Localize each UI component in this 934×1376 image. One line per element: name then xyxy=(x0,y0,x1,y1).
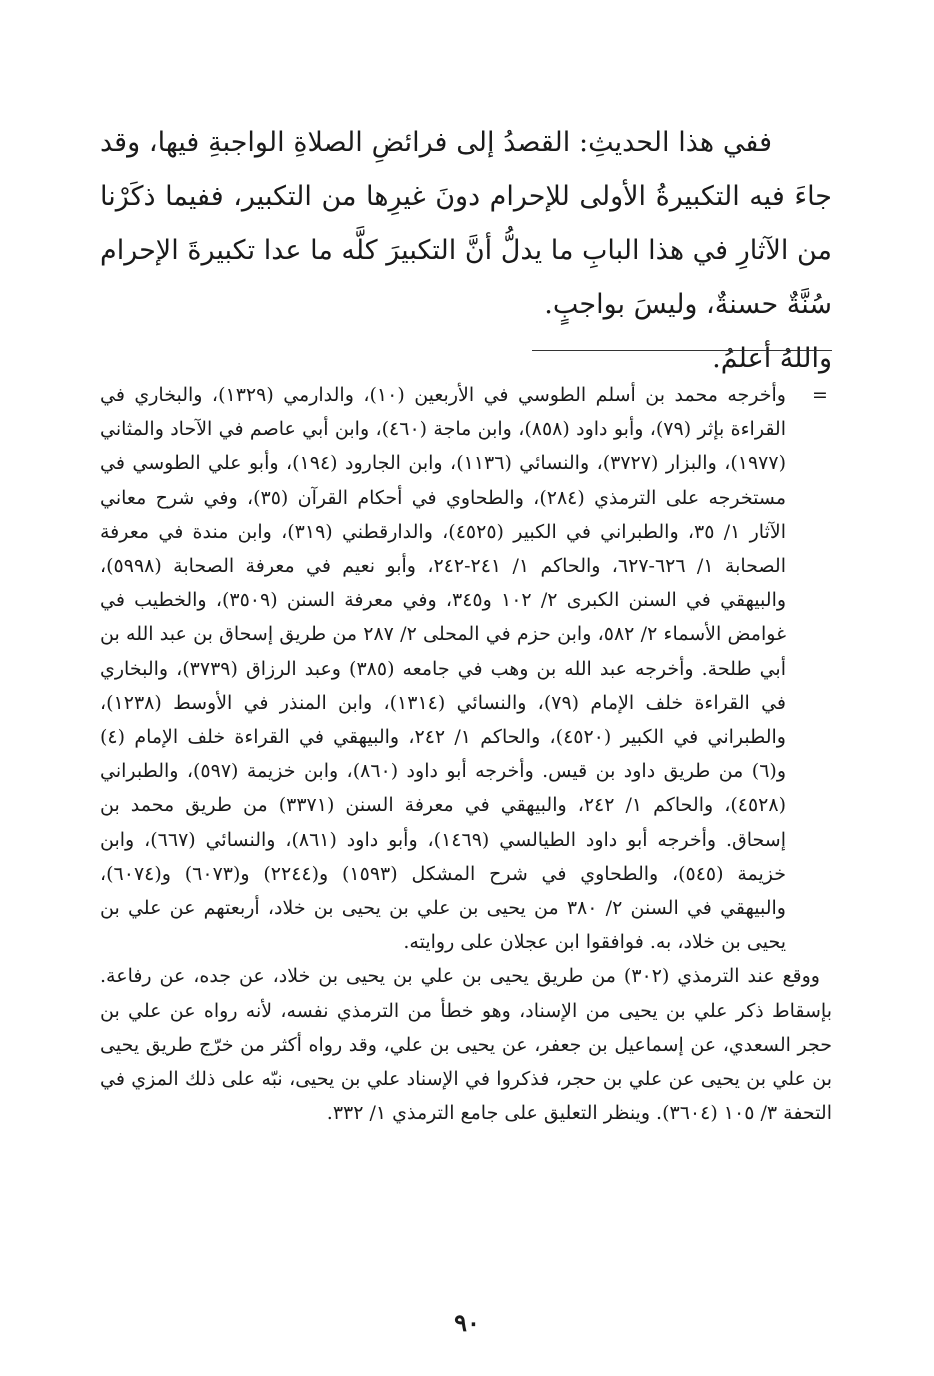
footnote-note xyxy=(100,959,832,1130)
footnote-continuation xyxy=(100,378,832,959)
footnote-text: وأخرجه محمد بن أسلم الطوسي في الأربعين (١٠)، والدارمي (١٣٢٩)، والبخاري في القراءة بإثر (٧٩)، وأبو داود (٨٥٨)، وابن ماجة (٤٦٠)، وابن أبي عاصم في الآحاد والمثاني (١٩٧٧)، والبزار (٣٧٢٧)، والنسائي (١١٣٦)، وابن الجارود (١٩٤)، وأبو علي الطوسي في مستخرجه على الترمذي (٢٨٤)، والطحاوي في أحكام القرآن (٣٥)، وفي شرح معاني الآثار ١/ ٣٥، والطبراني في الكبير (٤٥٢٥)، والدارقطني (٣١٩)، وابن مندة في معرفة الصحابة ١/ ٦٢٦-٦٢٧، والحاكم ١/ ٢٤١-٢٤٢، وأبو نعيم في معرفة الصحابة (٥٩٩٨)، والبيهقي في السنن الكبرى ٢/ ١٠٢ و٣٤٥، وفي معرفة السنن (٣٥٠٩)، والخطيب في غوامض الأسماء ٢/ ٥٨٢، وابن حزم في المحلى ٢/ ٢٨٧ من طريق إسحاق بن عبد الله بن أبي طلحة. وأخرجه عبد الله بن وهب في جامعه (٣٨٥) وعبد الرزاق (٣٧٣٩)، والبخاري في القراءة خلف الإمام (٧٩)، والنسائي (١٣١٤)، وابن المنذر في الأوسط (١٢٣٨)، والطبراني في الكبير (٤٥٢٠)، والحاكم ١/ ٢٤٢، والبيهقي في القراءة خلف الإمام (٤) و(٦) من طريق داود بن قيس. وأخرجه أبو داود (٨٦٠)، وابن خزيمة (٥٩٧)، والطبراني (٤٥٢٨)، والحاكم ١/ ٢٤٢، والبيهقي في معرفة السنن (٣٣٧١) من طريق محمد بن إسحاق. وأخرجه أبو داود الطيالسي (١٤٦٩)، وأبو داود (٨٦١)، والنسائي (٦٦٧)، وابن خزيمة (٥٤٥)، والطحاوي في شرح المشكل (١٥٩٣) و(٢٢٤٤) و(٦٠٧٣) و(٦٠٧٤)، والبيهقي في السنن ٢/ ٣٨٠ من يحيى بن علي بن يحيى بن خلاد، أربعتهم عن علي بن يحيى بن خلاد، به. فوافقوا ابن عجلان على روايته. xyxy=(100,384,787,954)
footnote-note-text: ووقع عند الترمذي (٣٠٢) من طريق يحيى بن علي بن يحيى بن خلاد، عن جده، عن رفاعة. بإسقاط ذكر علي بن يحيى من الإسناد، وهو خطأ من الترمذي نفسه، لأنه رواه عن علي بن حجر السعدي، عن إسماعيل بن جعفر، عن يحيى بن علي، وقد رواه أكثر من خرّج طريق يحيى بن علي بن يحيى عن علي بن حجر، فذكروا في الإسناد علي بن يحيى، نبّه على ذلك المزي في التحفة ٣/ ١٠٥ (٣٦٠٤). وينظر التعليق على جامع الترمذي ١/ ٣٣٢. xyxy=(100,965,832,1125)
main-paragraph: ففي هذا الحديثِ: القصدُ إلى فرائضِ الصلاةِ الواجبةِ فيها، وقد جاءَ فيه التكبيرةُ الأولى للإحرام دونَ غيرِها من التكبير، ففيما ذكَرْنا من الآثارِ في هذا البابِ ما يدلُّ أنَّ التكبيرَ كلَّه ما عدا تكبيرةَ الإحرام سُنَّةٌ حسنةٌ، وليسَ بواجبٍ. xyxy=(100,127,832,320)
footnote-divider xyxy=(532,350,832,351)
closing-phrase: واللهُ أعلمُ. xyxy=(712,343,832,374)
continuation-marker: = xyxy=(812,384,828,406)
page-number: ٩٠ xyxy=(454,1308,480,1337)
footnotes-section xyxy=(100,378,832,1130)
main-body-text xyxy=(100,116,832,386)
